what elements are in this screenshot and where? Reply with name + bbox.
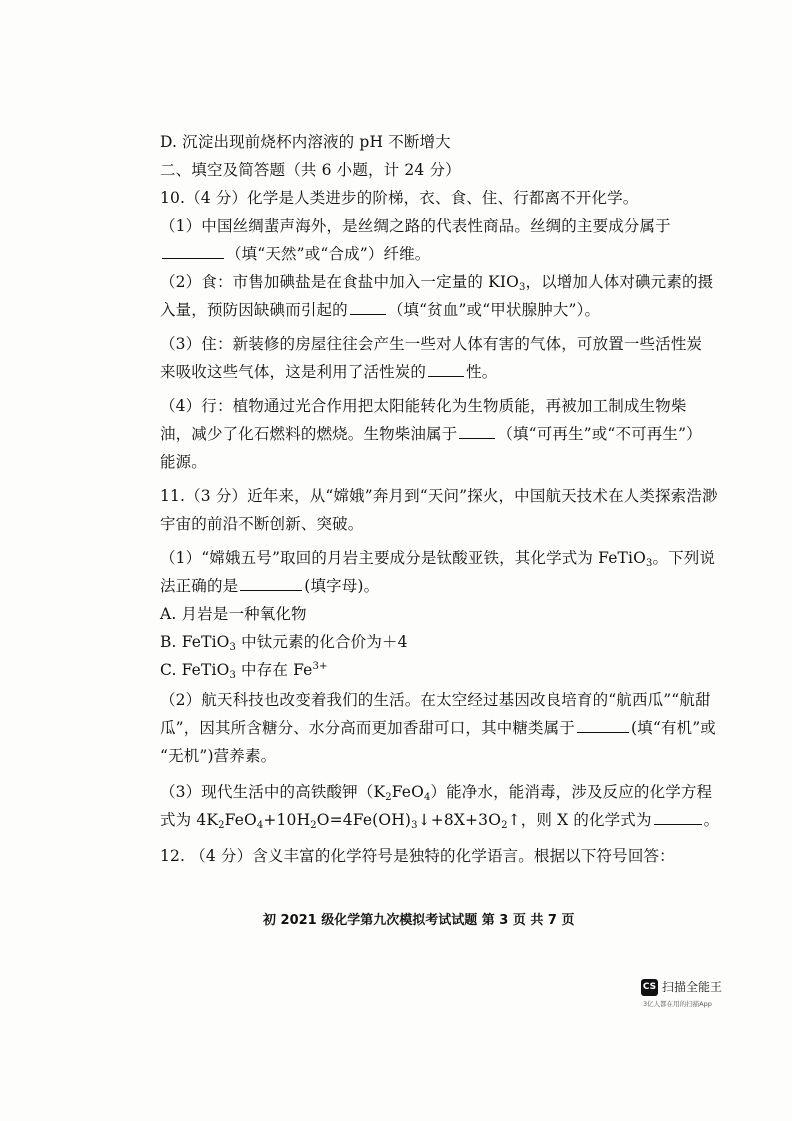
answer-blank[interactable] — [350, 300, 386, 315]
answer-blank[interactable] — [162, 244, 224, 259]
camscanner-logo-icon: CS — [641, 979, 658, 996]
question-12-stem: 12. （4 分）含义丰富的化学符号是独特的化学语言。根据以下符号回答： — [160, 847, 675, 865]
option-d-text: D. 沉淀出现前烧杯内溶液的 pH 不断增大 — [160, 133, 451, 151]
page-footer: 初 2021 级化学第九次模拟考试试题 第 3 页 共 7 页 — [263, 913, 575, 928]
answer-blank[interactable] — [577, 718, 629, 733]
answer-blank[interactable] — [654, 810, 702, 825]
scanner-watermark — [641, 979, 731, 1013]
option-a: A. 月岩是一种氧化物 — [160, 605, 307, 623]
option-b: B. FeTiO$_3$ 中钛元素的化合价为＋4 — [160, 633, 408, 653]
answer-blank[interactable] — [240, 576, 302, 591]
question-11-stem: 11.（3 分）近年来，从“嫦娥”奔月到“天问”探火，中国航天技术在人类探索浩渺 — [160, 487, 718, 505]
answer-blank[interactable] — [428, 362, 464, 377]
q10-part1-line1: （1）中国丝绸蜚声海外，是丝绸之路的代表性商品。丝绸的主要成分属于 — [160, 217, 671, 235]
q10-part3-line1: （3）住：新装修的房屋往往会产生一些对人体有害的气体，可放置一些活性炭 — [160, 335, 703, 353]
watermark-app-name: 扫描全能王 — [662, 980, 723, 994]
answer-blank[interactable] — [459, 424, 495, 439]
q11-part2-line1: （2）航天科技也改变着我们的生活。在太空经过基因改良培育的“航西瓜”“航甜 — [160, 691, 711, 709]
q10-part1-line2: （填“天然”或“合成”）纤维。 — [160, 244, 430, 264]
q11-part3-line1: （3）现代生活中的高铁酸钾$(K_2FeO_4)$能净水，能消毒，涉及反应的化学方程 — [160, 783, 713, 803]
q10-part2-line2: 入量，预防因缺碘而引起的 （填“贫血”或“甲状腺肿大”）。 — [160, 301, 601, 319]
q11-part1-line1: （1）“嫦娥五号”取回的月岩主要成分是钛酸亚铁，其化学式为 FeTiO$_3$。下列说 — [160, 549, 716, 569]
q11-part3-equation: 式为 $4K_2FeO_4+10H_2O=4Fe(OH)_3↓+8X+3O_2↑$，则 X 的化学式为 。 — [160, 811, 720, 831]
q11-part2-line3: “无机”)营养素。 — [160, 747, 277, 765]
q10-part2-line1: （2）食：市售加碘盐是在食盐中加入一定量的 $KIO_3$，以增加人体对碘元素的摄 — [160, 273, 714, 293]
q10-part4-line3: 能源。 — [160, 453, 207, 471]
question-10-stem: 10.（4 分）化学是人类进步的阶梯，衣、食、住、行都离不开化学。 — [160, 189, 639, 207]
q10-part4-line2: 油，减少了化石燃料的燃烧。生物柴油属于 （填“可再生”或“不可再生”） — [160, 425, 702, 443]
question-11-stem-line2: 宇宙的前沿不断创新、突破。 — [160, 515, 364, 533]
watermark-tagline: 3亿人都在用的扫描App — [643, 1000, 712, 1008]
q11-part2-line2: 瓜”，因其所含糖分、水分高而更加香甜可口，其中糖类属于 (填“有机”或 — [160, 719, 716, 737]
q10-part3-line2: 来吸收这些气体，这是利用了活性炭的 性。 — [160, 363, 498, 381]
section-heading: 二、填空及简答题（共 6 小题，计 24 分） — [160, 161, 461, 179]
option-c: C. FeTiO$_3$ 中存在 $Fe^{3+}$ — [160, 661, 328, 681]
q10-part4-line1: （4）行：植物通过光合作用把太阳能转化为生物质能，再被加工制成生物柴 — [160, 397, 687, 415]
q11-part1-line2: 法正确的是 (填字母)。 — [160, 577, 380, 595]
